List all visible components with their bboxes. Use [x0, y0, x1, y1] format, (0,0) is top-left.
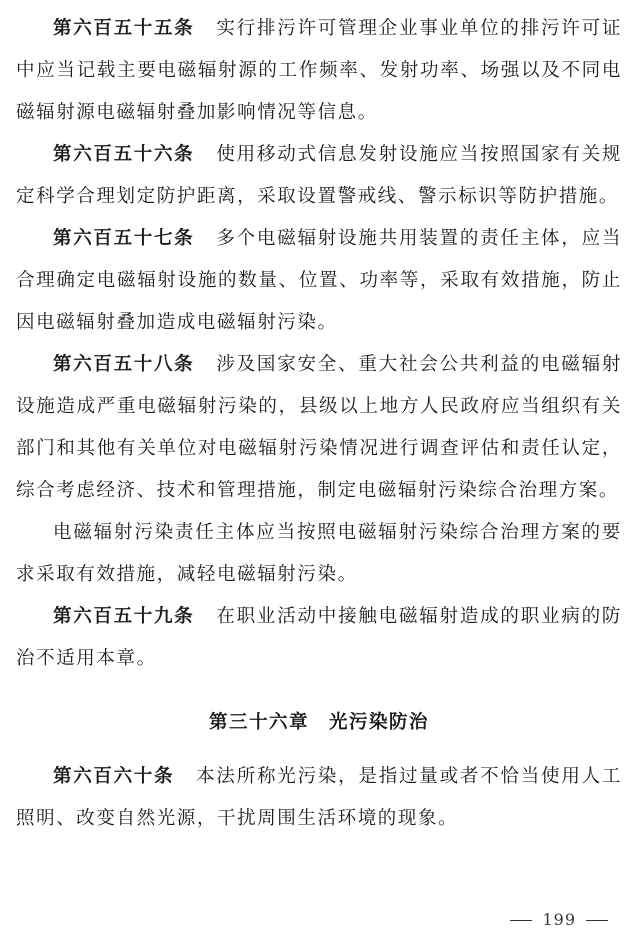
article-text: 涉及国家安全、重大社会公共利益的电磁辐射设施造成严重电磁辐射污染的，县级以上地方人民政府应当组织有关部门和其他有关单位对电磁辐射污染情况进行调查评估和责任认定，综合考虑经济、技术和管理措施，制定电磁辐射污染综合治理方案。	[16, 354, 622, 501]
chapter-heading	[16, 702, 622, 744]
article-text: 在职业活动中接触电磁辐射造成的职业病的防治不适用本章。	[16, 606, 622, 669]
page-content	[16, 8, 622, 840]
article-660	[16, 756, 622, 840]
article-number: 第六百五十八条	[53, 354, 195, 375]
article-655	[16, 8, 622, 134]
article-number: 第六百六十条	[53, 766, 175, 787]
page-number	[500, 910, 618, 929]
chapter-title: 光污染防治	[329, 712, 430, 733]
article-656	[16, 134, 622, 218]
article-text: 使用移动式信息发射设施应当按照国家有关规定科学合理划定防护距离，采取设置警戒线、警示标识等防护措施。	[16, 144, 622, 207]
page-number-dash-left	[510, 920, 532, 921]
article-text: 本法所称光污染，是指过量或者不恰当使用人工照明、改变自然光源，干扰周围生活环境的现象。	[16, 766, 622, 829]
article-657	[16, 218, 622, 344]
article-number: 第六百五十七条	[53, 228, 195, 249]
article-659	[16, 596, 622, 680]
chapter-number: 第三十六章	[208, 712, 309, 733]
page-number-dash-right	[586, 920, 608, 921]
article-number: 第六百五十九条	[53, 606, 195, 627]
article-number: 第六百五十五条	[53, 18, 195, 39]
article-text: 多个电磁辐射设施共用装置的责任主体，应当合理确定电磁辐射设施的数量、位置、功率等，采取有效措施，防止因电磁辐射叠加造成电磁辐射污染。	[16, 228, 622, 333]
article-text: 实行排污许可管理企业事业单位的排污许可证中应当记载主要电磁辐射源的工作频率、发射功率、场强以及不同电磁辐射源电磁辐射叠加影响情况等信息。	[16, 18, 622, 123]
article-number: 第六百五十六条	[53, 144, 195, 165]
article-658	[16, 344, 622, 512]
page-number-value: 199	[542, 910, 576, 929]
article-658-continuation: 电磁辐射污染责任主体应当按照电磁辐射污染综合治理方案的要求采取有效措施，减轻电磁辐射污染。	[16, 522, 622, 585]
